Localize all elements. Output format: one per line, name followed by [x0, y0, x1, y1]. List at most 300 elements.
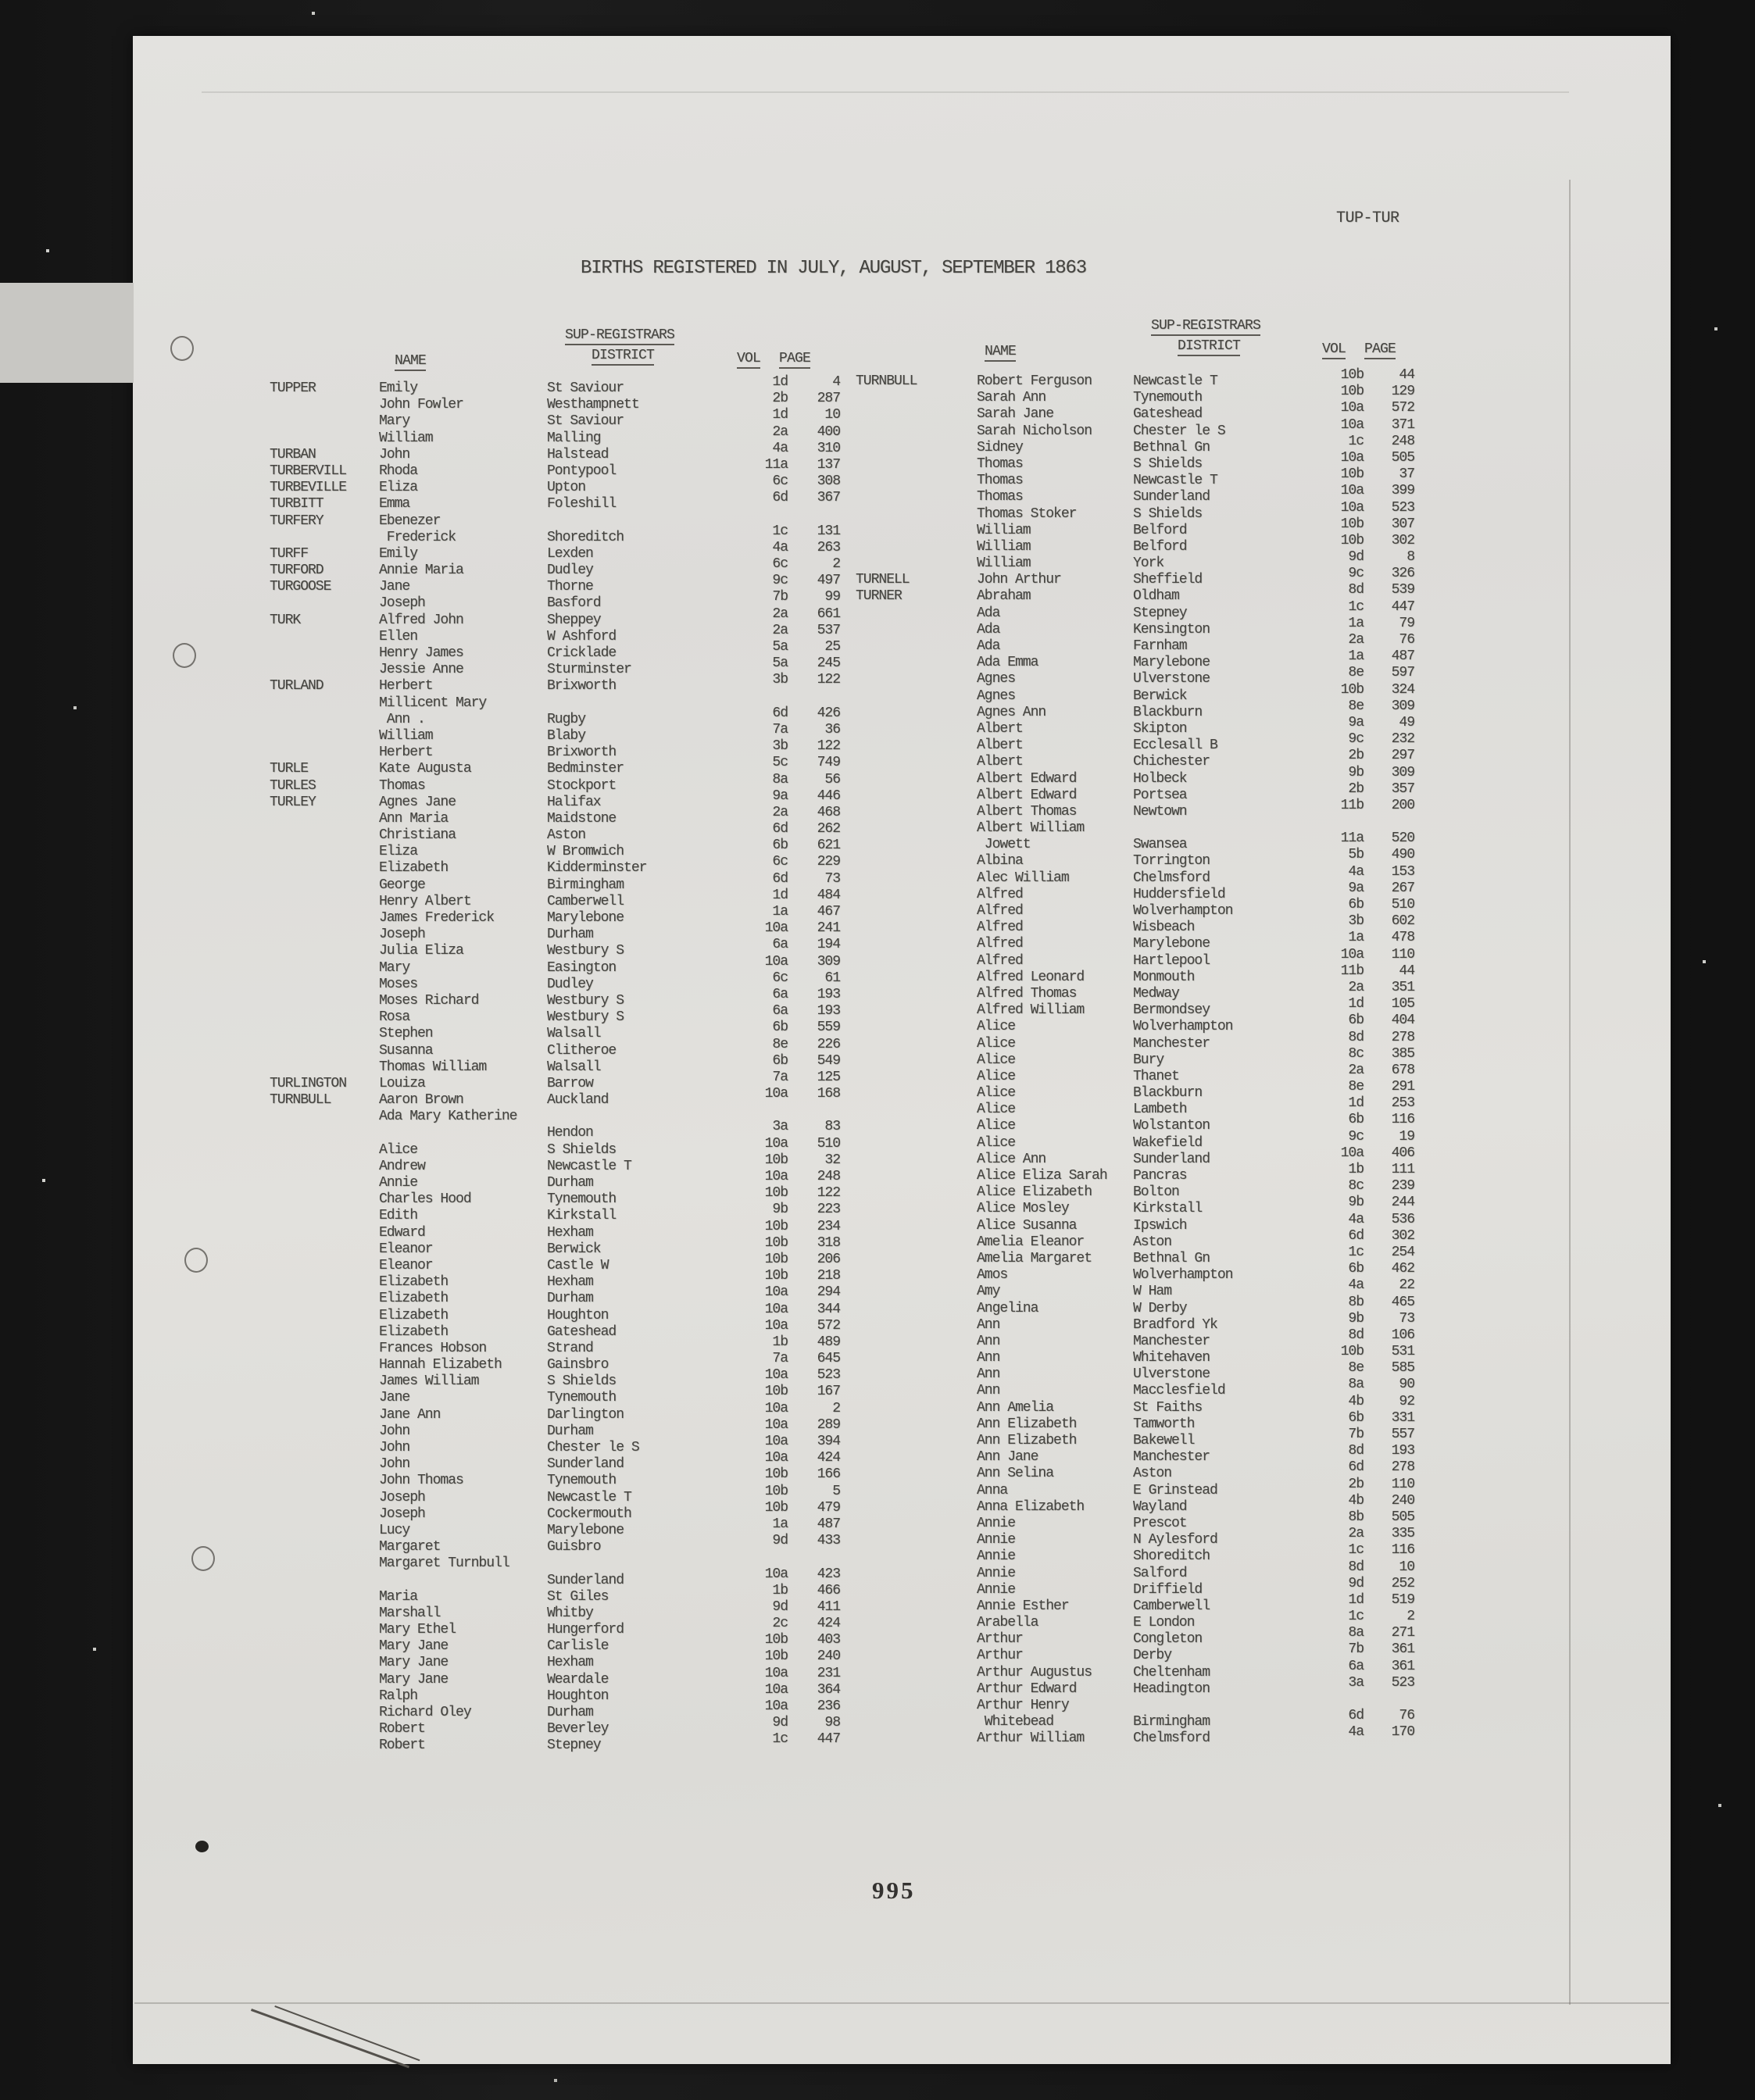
cell-vol: 7a — [772, 1069, 788, 1085]
cell-forename: Eleanor — [379, 1241, 433, 1257]
cell-forename: Rhoda — [379, 462, 418, 479]
cell-district: Auckland — [547, 1092, 609, 1109]
cell-surname — [856, 555, 977, 572]
cell-page: 661 — [817, 605, 840, 622]
cell-forename: Amos — [977, 1267, 1008, 1284]
cell-page: 49 — [1399, 714, 1414, 730]
cell-district: Sunderland — [1133, 1151, 1210, 1167]
cell-district: Newcastle T — [547, 1489, 631, 1505]
cell-surname — [270, 1191, 379, 1208]
cell-surname: TURFF — [270, 545, 309, 562]
cell-surname — [856, 1714, 977, 1730]
cell-district: Portsea — [1133, 787, 1187, 803]
cell-vol: 8b — [1348, 1509, 1364, 1525]
cell-district: Guisbro — [547, 1539, 601, 1555]
cell-page: 424 — [817, 1450, 840, 1466]
cell-page: 98 — [824, 1715, 840, 1731]
left-column-header-district-line2: DISTRICT — [592, 348, 654, 366]
cell-surname — [856, 390, 977, 406]
cell-district — [1133, 820, 1321, 837]
cell-page: 309 — [1391, 698, 1414, 714]
cell-page: 466 — [817, 1582, 840, 1598]
cell-surname — [856, 870, 977, 887]
cell-forename: Joseph — [379, 595, 425, 612]
cell-surname — [270, 1573, 379, 1589]
cell-district — [1133, 1698, 1321, 1714]
cell-surname — [270, 1208, 379, 1224]
cell-district: Belford — [1133, 522, 1187, 538]
cell-forename: Elizabeth — [379, 1291, 449, 1307]
cell-page: 602 — [1391, 913, 1414, 930]
cell-district: Manchester — [1133, 1035, 1210, 1052]
cell-district: Clitheroe — [547, 1042, 617, 1059]
cell-forename: Whitebead — [977, 1714, 1054, 1730]
cell-surname — [856, 1102, 977, 1118]
cell-surname — [270, 1423, 379, 1440]
cell-vol: 10a — [764, 1400, 788, 1416]
cell-surname: TUPPER — [270, 380, 316, 396]
cell-district: Bradford Yk — [1133, 1316, 1217, 1333]
cell-page: 520 — [1391, 830, 1414, 847]
cell-vol: 8b — [1348, 1294, 1364, 1310]
page-range-code: TUP-TUR — [1336, 209, 1399, 227]
cell-vol: 10b — [1340, 367, 1364, 383]
cell-page: 326 — [1391, 566, 1414, 582]
cell-forename: Christiana — [379, 827, 456, 844]
cell-vol: 10b — [764, 1218, 788, 1234]
cell-forename: Henry Albert — [379, 893, 471, 909]
cell-district: St Saviour — [547, 413, 624, 430]
cell-district: Kensington — [1133, 621, 1210, 638]
cell-district: Farnham — [1133, 638, 1187, 654]
cell-surname — [856, 1052, 977, 1069]
cell-vol: 8a — [1348, 1625, 1364, 1641]
cell-page — [788, 1102, 840, 1119]
cell-vol: 10a — [1340, 483, 1364, 499]
cell-district: N Aylesford — [1133, 1532, 1217, 1548]
cell-page: 519 — [1391, 1591, 1414, 1608]
cell-vol: 10a — [764, 1169, 788, 1184]
cell-forename: Maria — [379, 1588, 418, 1605]
cell-forename: Joseph — [379, 927, 425, 943]
cell-forename: Emily — [379, 545, 418, 562]
cell-district: W Ham — [1133, 1284, 1172, 1300]
cell-district: Oldham — [1133, 588, 1179, 605]
cell-district: Birmingham — [547, 877, 624, 893]
cell-vol: 6d — [772, 821, 788, 838]
cell-vol: 9d — [772, 1715, 788, 1731]
cell-page: 462 — [1391, 1261, 1414, 1277]
cell-page: 170 — [1391, 1724, 1414, 1741]
cell-vol: 10b — [764, 1499, 788, 1516]
cell-vol: 10a — [1340, 1145, 1364, 1161]
cell-vol: 4a — [772, 440, 788, 456]
cell-page: 310 — [817, 440, 840, 456]
cell-surname — [270, 1109, 379, 1125]
cell-surname — [270, 530, 379, 546]
cell-district: Lexden — [547, 545, 593, 562]
cell-vol: 7a — [772, 721, 788, 738]
cell-vol: 10a — [764, 1317, 788, 1334]
cell-page: 309 — [1391, 764, 1414, 780]
cell-vol: 10b — [764, 1185, 788, 1202]
cell-page: 231 — [817, 1665, 840, 1681]
cell-page: 404 — [1391, 1012, 1414, 1029]
cell-district: Rugby — [547, 711, 586, 727]
cell-forename: Ann — [977, 1333, 1000, 1349]
cell-district: W Derby — [1133, 1300, 1187, 1316]
cell-page: 240 — [817, 1648, 840, 1665]
cell-forename: Albert Edward — [977, 770, 1077, 787]
cell-forename: Susanna — [379, 1042, 433, 1059]
punch-hole-icon — [173, 643, 196, 668]
cell-vol: 1d — [1348, 1591, 1364, 1608]
cell-vol: 2b — [772, 391, 788, 407]
cell-surname — [856, 1251, 977, 1267]
cell-page: 361 — [1391, 1658, 1414, 1674]
cell-surname — [270, 894, 379, 910]
cell-forename: Annie — [977, 1548, 1016, 1565]
cell-forename: Annie — [977, 1515, 1016, 1531]
cell-forename: William — [977, 522, 1031, 538]
cell-forename: Thomas William — [379, 1059, 487, 1075]
cell-vol: 6c — [772, 473, 788, 490]
cell-page — [788, 1549, 840, 1566]
cell-forename: Ann . — [379, 711, 425, 727]
cell-forename: Robert — [379, 1721, 425, 1738]
cell-district: Hendon — [547, 1125, 593, 1141]
cell-district — [547, 695, 735, 712]
cell-forename: Ebenezer — [379, 512, 441, 529]
cell-forename: William — [379, 727, 433, 744]
index-list-left — [270, 374, 840, 1755]
cell-surname — [856, 1532, 977, 1548]
cell-page: 278 — [1391, 1029, 1414, 1045]
cell-district: Skipton — [1133, 720, 1187, 737]
cell-forename: Eleanor — [379, 1257, 433, 1273]
cell-surname — [856, 1267, 977, 1284]
cell-district: Prescot — [1133, 1515, 1187, 1531]
cell-district: Aston — [1133, 1234, 1172, 1250]
cell-vol — [735, 689, 788, 705]
cell-page: 335 — [1391, 1526, 1414, 1542]
cell-page: 167 — [817, 1384, 840, 1400]
cell-district: Blackburn — [1133, 1085, 1203, 1102]
cell-vol: 6d — [772, 490, 788, 506]
punch-hole-filled-icon — [195, 1841, 209, 1852]
cell-page: 254 — [1391, 1244, 1414, 1260]
cell-forename: Annie — [977, 1532, 1016, 1548]
cell-page: 559 — [817, 1020, 840, 1036]
cell-district: Bakewell — [1133, 1433, 1195, 1448]
cell-surname — [270, 844, 379, 860]
cell-surname: TURLINGTON — [270, 1075, 347, 1091]
cell-page: 125 — [817, 1069, 840, 1085]
cell-surname — [856, 1466, 977, 1482]
cell-page: 302 — [1391, 1227, 1414, 1244]
cell-forename: Anna Elizabeth — [977, 1498, 1085, 1515]
right-column-header-district-line2: DISTRICT — [1178, 338, 1240, 356]
cell-district: Aston — [547, 827, 586, 844]
cell-district: Belford — [1133, 538, 1187, 555]
cell-district: Durham — [547, 1423, 593, 1439]
cell-vol: 9a — [772, 788, 788, 804]
cell-vol: 1c — [1348, 433, 1364, 449]
cell-district: Houghton — [547, 1688, 609, 1704]
cell-district: W Ashford — [547, 628, 617, 645]
cell-page: 446 — [817, 788, 840, 804]
cell-page: 137 — [817, 456, 840, 473]
cell-forename: Amy — [977, 1284, 1000, 1300]
cell-page: 110 — [1391, 1476, 1414, 1492]
cell-surname — [270, 645, 379, 662]
cell-vol: 6a — [772, 1003, 788, 1020]
cell-vol: 6a — [1348, 1658, 1364, 1674]
cell-forename: Ann Amelia — [977, 1399, 1054, 1416]
cell-vol: 11b — [1340, 797, 1364, 813]
cell-surname — [856, 1334, 977, 1350]
cell-forename: Thomas — [379, 777, 425, 794]
cell-district: Beverley — [547, 1721, 609, 1738]
cell-page: 357 — [1391, 780, 1414, 797]
cell-surname — [856, 1168, 977, 1184]
cell-forename: Mary Jane — [379, 1655, 449, 1671]
cell-page: 318 — [817, 1234, 840, 1251]
cell-surname — [856, 970, 977, 986]
index-list-right — [856, 367, 1414, 1748]
cell-vol: 9d — [772, 1598, 788, 1615]
cell-vol: 11a — [764, 456, 788, 473]
cell-vol: 10a — [764, 953, 788, 970]
cell-vol: 1a — [1348, 648, 1364, 665]
cell-surname — [856, 406, 977, 423]
cell-surname — [270, 695, 379, 712]
cell-district: Bury — [1133, 1052, 1164, 1068]
cell-surname — [270, 1258, 379, 1274]
cell-vol: 10b — [764, 1632, 788, 1648]
cell-page: 99 — [824, 589, 840, 605]
cell-surname — [856, 705, 977, 721]
cell-vol: 9a — [1348, 714, 1364, 730]
cell-page: 267 — [1391, 880, 1414, 896]
cell-page: 25 — [824, 639, 840, 655]
cell-surname — [856, 1730, 977, 1747]
cell-district: Brixworth — [547, 745, 617, 761]
cell-district: Castle W — [547, 1257, 609, 1273]
cell-vol: 8c — [1348, 1178, 1364, 1195]
cell-page: 549 — [817, 1052, 840, 1069]
cell-page: 749 — [817, 755, 840, 771]
cell-vol: 10a — [764, 1698, 788, 1714]
cell-district: Congleton — [1133, 1631, 1203, 1648]
cell-district: Manchester — [1133, 1333, 1210, 1349]
cell-surname — [270, 1539, 379, 1555]
cell-district: Halifax — [547, 794, 601, 810]
cell-district: Derby — [1133, 1648, 1172, 1664]
cell-vol: 6b — [1348, 1012, 1364, 1029]
cell-vol: 8a — [1348, 1377, 1364, 1393]
cell-district: Durham — [547, 1291, 593, 1307]
cell-forename: Andrew — [379, 1158, 425, 1174]
cell-forename: Angelina — [977, 1300, 1038, 1316]
cell-page: 489 — [817, 1334, 840, 1350]
cell-vol: 10a — [1340, 449, 1364, 466]
cell-surname — [856, 638, 977, 655]
cell-vol: 10b — [764, 1483, 788, 1499]
cell-surname — [856, 1566, 977, 1582]
cell-district: Sunderland — [547, 1456, 624, 1473]
left-column-header-name: NAME — [395, 353, 426, 371]
cell-district: Medway — [1133, 985, 1179, 1002]
cell-page: 241 — [817, 920, 840, 937]
cell-forename: Alfred William — [977, 1002, 1085, 1019]
cell-page: 539 — [1391, 582, 1414, 598]
cell-surname — [270, 927, 379, 943]
cell-page — [788, 689, 840, 705]
cell-forename: Alice — [977, 1068, 1016, 1084]
cell-vol: 1a — [772, 904, 788, 920]
cell-forename: Alfred — [977, 936, 1023, 952]
cell-page: 5 — [832, 1483, 840, 1499]
cell-page: 399 — [1391, 483, 1414, 499]
cell-page: 324 — [1391, 681, 1414, 698]
cell-district: Driffield — [1133, 1581, 1203, 1598]
cell-surname — [856, 721, 977, 738]
cell-page: 61 — [824, 970, 840, 986]
cell-district: Huddersfield — [1133, 886, 1225, 902]
cell-page: 122 — [817, 738, 840, 755]
cell-district: Cheltenham — [1133, 1664, 1210, 1680]
cell-vol: 6d — [1348, 1708, 1364, 1724]
index-row — [270, 1731, 840, 1754]
cell-surname — [856, 986, 977, 1002]
cell-surname — [856, 804, 977, 820]
cell-vol: 2b — [1348, 1476, 1364, 1492]
cell-vol: 2a — [1348, 979, 1364, 995]
cell-page: 2 — [832, 1400, 840, 1416]
cell-forename: Albert — [977, 720, 1023, 737]
cell-forename: Ada Emma — [977, 655, 1038, 671]
cell-surname: TURFERY — [270, 512, 323, 529]
cell-surname — [270, 1407, 379, 1423]
cell-surname — [270, 1721, 379, 1738]
cell-surname — [856, 1284, 977, 1300]
cell-district: Birmingham — [1133, 1714, 1210, 1730]
cell-vol: 6b — [1348, 1112, 1364, 1128]
cell-vol: 2a — [772, 605, 788, 622]
cell-forename: Alfred — [977, 952, 1023, 969]
cell-vol: 9c — [1348, 566, 1364, 582]
cell-district: Malling — [547, 430, 601, 446]
cell-forename: Thomas — [977, 489, 1023, 505]
cell-page: 433 — [817, 1533, 840, 1549]
cell-forename: Ann Maria — [379, 810, 449, 827]
cell-surname — [270, 1308, 379, 1324]
cell-forename: Arabella — [977, 1615, 1038, 1631]
cell-district: Newcastle T — [547, 1158, 631, 1174]
cell-page: 478 — [1391, 930, 1414, 946]
cell-page: 294 — [817, 1284, 840, 1301]
cell-page: 10 — [824, 407, 840, 423]
cell-surname — [856, 1301, 977, 1317]
cell-page: 278 — [1391, 1459, 1414, 1476]
cell-vol: 2a — [1348, 632, 1364, 648]
cell-forename: John Arthur — [977, 572, 1061, 588]
cell-district: Wolverhampton — [1133, 1019, 1233, 1035]
cell-vol: 3b — [772, 672, 788, 688]
cell-page: 110 — [1391, 946, 1414, 962]
cell-vol: 10a — [764, 1450, 788, 1466]
cell-vol: 1d — [1348, 996, 1364, 1012]
cell-surname — [856, 936, 977, 952]
cell-surname — [856, 1019, 977, 1035]
cell-forename: Joseph — [379, 1489, 425, 1505]
cell-page: 116 — [1391, 1542, 1414, 1559]
cell-page: 253 — [1391, 1095, 1414, 1112]
cell-district: Marylebone — [1133, 655, 1210, 671]
cell-surname — [856, 1069, 977, 1085]
cell-forename: Ada — [977, 621, 1000, 638]
cell-district: Brixworth — [547, 678, 617, 695]
cell-district: Sunderland — [547, 1572, 624, 1588]
cell-vol: 2b — [1348, 780, 1364, 797]
cell-district: Berwick — [547, 1241, 601, 1257]
cell-district: Marylebone — [1133, 936, 1210, 952]
cell-vol: 10b — [764, 1466, 788, 1483]
cell-surname — [270, 1125, 379, 1141]
cell-vol: 1d — [772, 407, 788, 423]
cell-page: 484 — [817, 887, 840, 903]
cell-vol: 10a — [764, 1086, 788, 1102]
cell-vol: 1d — [772, 374, 788, 390]
cell-surname — [856, 655, 977, 671]
cell-vol: 3b — [772, 738, 788, 755]
cell-page: 371 — [1391, 416, 1414, 433]
cell-vol: 4a — [1348, 1724, 1364, 1741]
cell-vol: 6b — [772, 1052, 788, 1069]
cell-surname — [856, 1648, 977, 1664]
left-column-header-vol: VOL — [737, 351, 760, 369]
cell-page: 248 — [817, 1169, 840, 1184]
cell-vol: 10a — [764, 1367, 788, 1384]
cell-forename: Eliza — [379, 480, 418, 496]
cell-forename: Alice Eliza Sarah — [977, 1168, 1107, 1184]
cell-district: Sheffield — [1133, 572, 1203, 588]
cell-surname — [856, 1416, 977, 1433]
cell-surname — [856, 788, 977, 804]
cell-vol: 6a — [772, 937, 788, 953]
cell-forename: Moses Richard — [379, 992, 479, 1009]
cell-district: Camberwell — [547, 893, 624, 909]
cell-vol: 10a — [1340, 946, 1364, 962]
cell-surname — [270, 1688, 379, 1705]
cell-district: St Faiths — [1133, 1399, 1203, 1416]
cell-page: 307 — [1391, 516, 1414, 532]
cell-page: 32 — [824, 1152, 840, 1168]
cell-surname — [270, 1638, 379, 1655]
cell-page: 153 — [1391, 863, 1414, 880]
cell-vol: 8e — [1348, 1079, 1364, 1095]
cell-vol: 8e — [1348, 698, 1364, 714]
cell-vol: 5a — [772, 655, 788, 672]
cell-district: Newcastle T — [1133, 373, 1217, 389]
cell-forename: Annie — [379, 1175, 418, 1191]
cell-forename: Margaret — [379, 1539, 441, 1555]
cell-vol: 10b — [764, 1234, 788, 1251]
cell-district: Tynemouth — [547, 1191, 617, 1208]
cell-vol: 10b — [1340, 466, 1364, 483]
cell-surname — [856, 837, 977, 853]
